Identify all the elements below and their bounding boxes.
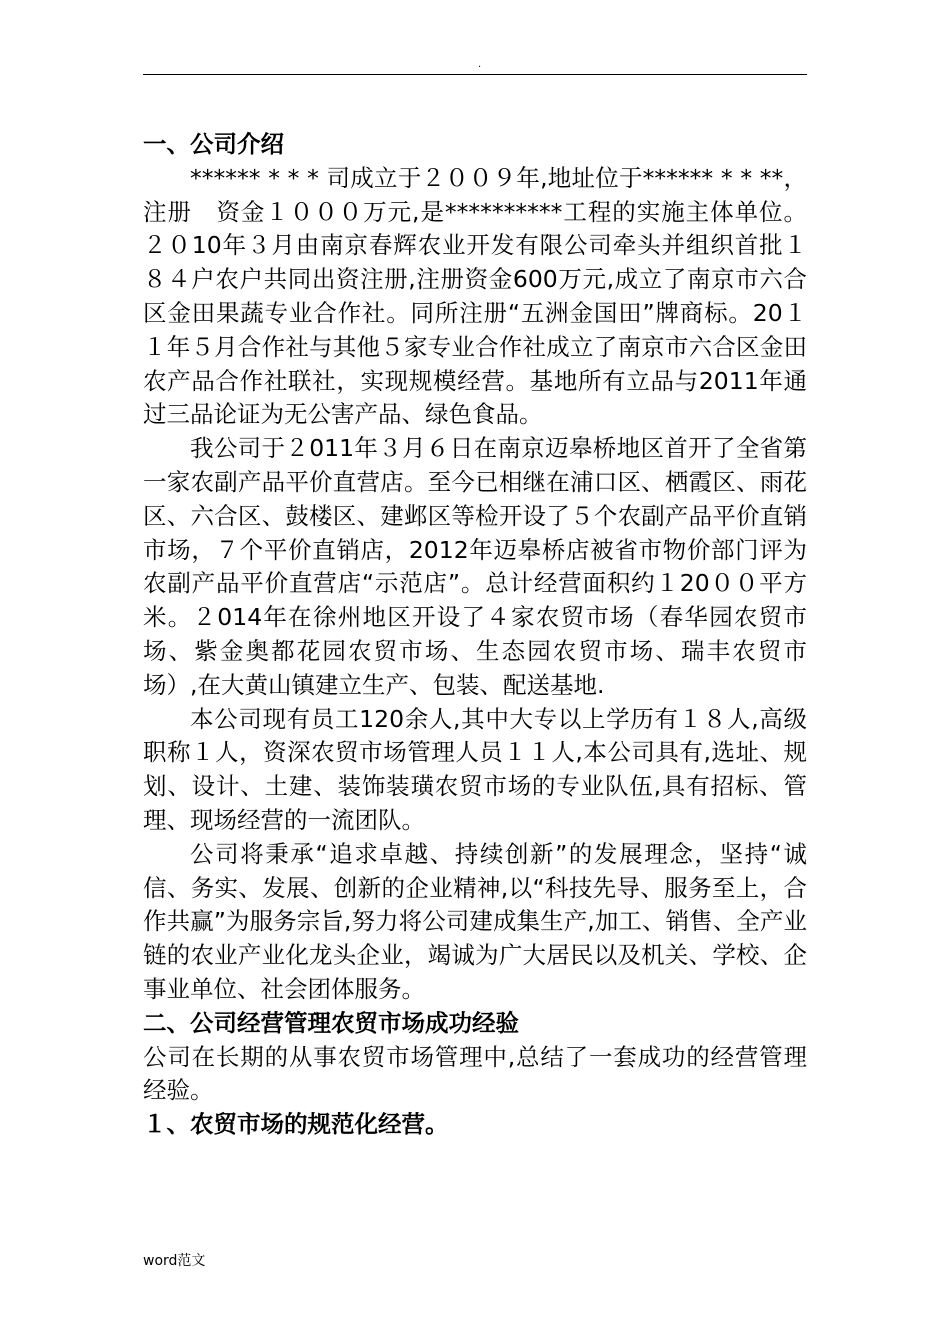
- paragraph-experience-intro: 公司在长期的从事农贸市场管理中,总结了一套成功的经营管理经验。: [143, 1042, 807, 1105]
- paragraph-staff: 本公司现有员工120余人,其中大专以上学历有１８人,高级职称１人，资深农贸市场管理人员１１人,本公司具有,选址、规划、设计、土建、装饰装璜农贸市场的专业队伍,具有招标、管理、现场经营的一流团队。: [143, 704, 807, 834]
- header-rule: [143, 74, 807, 75]
- section-heading-management-experience: 二、公司经营管理农贸市场成功经验: [143, 1008, 519, 1037]
- subheading-standardized-operation: １、农贸市场的规范化经营。: [143, 1110, 449, 1139]
- document-body: [143, 128, 807, 1142]
- header-mark: .: [478, 59, 482, 70]
- paragraph-philosophy: 公司将秉承“追求卓越、持续创新”的发展理念，坚持“诚信、务实、发展、创新的企业精神,以“科技先导、服务至上，合作共赢”为服务宗旨,努力将公司建成集生产,加工、销售、全产业链的农业产业化龙头企业，竭诚为广大居民以及机关、学校、企事业单位、社会团体服务。: [143, 839, 807, 1003]
- paragraph-company-overview: ****** * * * 司成立于２００９年,地址位于****** * * **，注册 资金１０００万元,是**********工程的实施主体单位。２０10年３月由南京春辉农业开发有限公司牵头并组织首批１８４户农户共同出资注册,注册资金600万元,成立了南京市六合区金田果蔬专业合作社。同所注册“五洲金国田”牌商标。20１１年５月合作社与其他５家专业合作社成立了南京市六合区金田农产品合作社联社，实现规模经营。基地所有立品与2011年通过三品论证为无公害产品、绿色食品。: [143, 163, 807, 429]
- footer-label: word范文: [143, 1253, 206, 1269]
- paragraph-stores: 我公司于２011年３月６日在南京迈皋桥地区首开了全省第一家农副产品平价直营店。至今已相继在浦口区、栖霞区、雨花区、六合区、鼓楼区、建邺区等检开设了５个农副产品平价直销市场，７个平价直销店，2012年迈皋桥店被省市物价部门评为农副产品平价直营店“示范店”。总计经营面积约１20００平方米。２014年在徐州地区开设了４家农贸市场（春华园农贸市场、紫金奥都花园农贸市场、生态园农贸市场、瑞丰农贸市场）,在大黄山镇建立生产、包装、配送基地.: [143, 434, 807, 699]
- section-heading-company-intro: 一、公司介绍: [143, 130, 284, 158]
